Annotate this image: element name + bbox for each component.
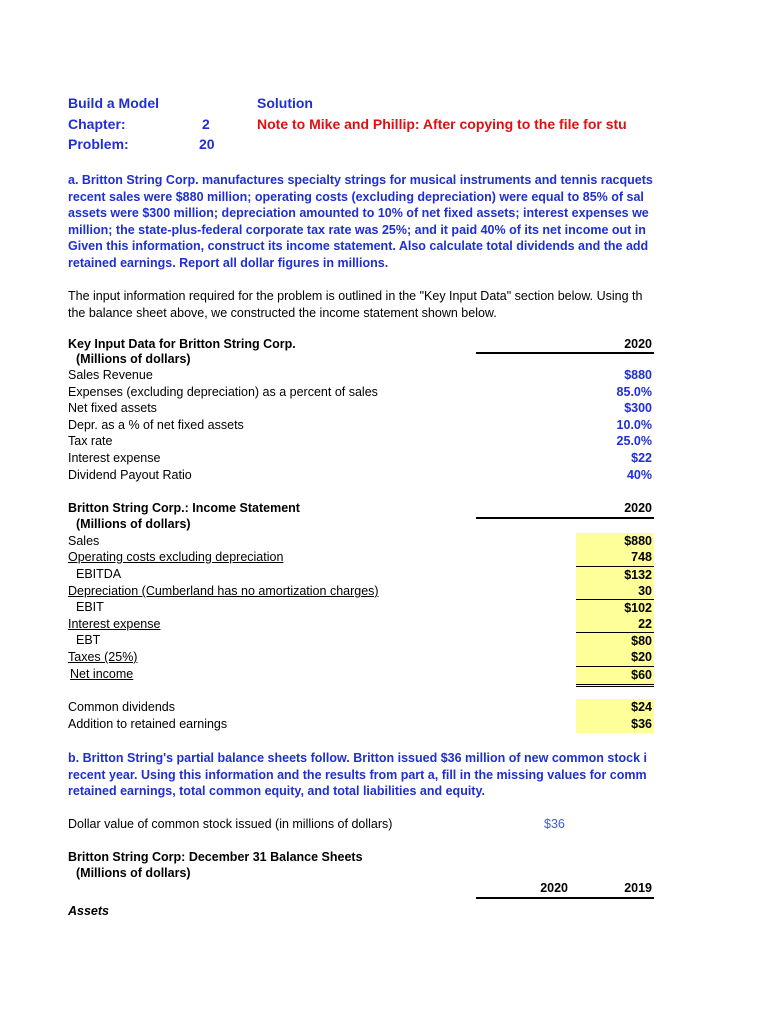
income-label: Taxes (25%) bbox=[68, 650, 138, 664]
build-a-model-label: Build a Model bbox=[68, 95, 159, 111]
key-input-title: Key Input Data for Britton String Corp. bbox=[68, 337, 296, 351]
income-row-ebit bbox=[68, 599, 654, 616]
intro-paragraph bbox=[68, 288, 658, 321]
income-row-ebitda bbox=[68, 566, 654, 583]
stock-issued-label: Dollar value of common stock issued (in millions of dollars) bbox=[68, 817, 393, 831]
key-input-row bbox=[68, 400, 654, 417]
part-b-line: b. Britton String's partial balance sheets follow. Britton issued $36 million of new common stock i bbox=[68, 751, 647, 765]
intro-line: The input information required for the problem is outlined in the "Key Input Data" section below. Using th bbox=[68, 289, 643, 303]
income-label: Interest expense bbox=[68, 617, 161, 631]
income-row-depreciation bbox=[68, 583, 654, 600]
key-input-label: Depr. as a % of net fixed assets bbox=[68, 418, 244, 432]
income-title-row bbox=[68, 500, 654, 517]
assets-row bbox=[68, 903, 654, 920]
income-value[interactable]: 748 bbox=[576, 549, 654, 566]
key-input-value[interactable]: 10.0% bbox=[616, 418, 652, 432]
retained-row bbox=[68, 716, 654, 733]
stock-issued-value[interactable]: $36 bbox=[544, 817, 565, 831]
income-subtitle: (Millions of dollars) bbox=[76, 517, 191, 531]
balance-year-current: 2020 bbox=[540, 881, 568, 895]
solution-label: Solution bbox=[257, 95, 313, 111]
key-input-label: Net fixed assets bbox=[68, 401, 157, 415]
retained-label: Addition to retained earnings bbox=[68, 717, 228, 731]
part-a-line: Given this information, construct its income statement. Also calculate total dividends and the add bbox=[68, 239, 649, 253]
key-input-value[interactable]: 40% bbox=[626, 468, 652, 482]
intro-line: the balance sheet above, we constructed the income statement shown below. bbox=[68, 305, 497, 320]
balance-title: Britton String Corp: December 31 Balance Sheets bbox=[68, 850, 363, 864]
key-input-row bbox=[68, 384, 654, 401]
key-input-value[interactable]: $880 bbox=[624, 368, 652, 382]
key-input-row bbox=[68, 367, 654, 384]
dividends-row bbox=[68, 699, 654, 716]
income-label: EBT bbox=[76, 633, 101, 647]
part-a-line: a. Britton String Corp. manufactures specialty strings for musical instruments and tennis racquets bbox=[68, 173, 653, 187]
part-a-paragraph bbox=[68, 172, 658, 271]
problem-label: Problem: bbox=[68, 136, 129, 152]
income-value[interactable]: $80 bbox=[576, 632, 654, 650]
income-value[interactable]: $60 bbox=[576, 666, 654, 687]
income-row-taxes bbox=[68, 649, 654, 666]
key-input-row bbox=[68, 467, 654, 484]
dividends-value[interactable]: $24 bbox=[576, 699, 654, 716]
income-row-sales bbox=[68, 533, 654, 550]
key-input-row bbox=[68, 450, 654, 467]
income-label: Sales bbox=[68, 534, 100, 548]
chapter-value: 2 bbox=[202, 116, 210, 132]
income-value[interactable]: $880 bbox=[576, 533, 654, 550]
balance-title-row bbox=[68, 849, 654, 866]
income-row-ebt bbox=[68, 632, 654, 649]
key-input-value[interactable]: $300 bbox=[624, 401, 652, 415]
problem-value: 20 bbox=[199, 136, 215, 152]
key-input-label: Interest expense bbox=[68, 451, 161, 465]
key-input-label: Tax rate bbox=[68, 434, 113, 448]
key-input-value[interactable]: 85.0% bbox=[616, 385, 652, 399]
income-label: Depreciation (Cumberland has no amortization charges) bbox=[68, 584, 379, 598]
income-value[interactable]: 22 bbox=[576, 616, 654, 633]
key-input-subtitle: (Millions of dollars) bbox=[76, 352, 191, 366]
income-label: EBITDA bbox=[76, 567, 122, 581]
income-row-opcosts bbox=[68, 549, 654, 566]
income-label: Operating costs excluding depreciation bbox=[68, 550, 284, 564]
income-row-net-income bbox=[68, 666, 654, 683]
income-year: 2020 bbox=[624, 501, 652, 515]
income-subtitle-row bbox=[68, 516, 654, 533]
part-a-line: assets were $300 million; depreciation amounted to 10% of net fixed assets; interest expenses we bbox=[68, 206, 649, 220]
key-input-year: 2020 bbox=[624, 337, 652, 351]
key-input-value[interactable]: $22 bbox=[631, 451, 652, 465]
part-a-line: retained earnings. Report all dollar figures in millions. bbox=[68, 255, 389, 270]
note-to-authors: Note to Mike and Phillip: After copying to the file for stu bbox=[257, 116, 627, 132]
income-value[interactable]: $20 bbox=[576, 649, 654, 666]
key-input-value[interactable]: 25.0% bbox=[616, 434, 652, 448]
retained-value[interactable]: $36 bbox=[576, 716, 654, 733]
part-b-line: retained earnings, total common equity, and total liabilities and equity. bbox=[68, 784, 485, 798]
key-input-row bbox=[68, 417, 654, 434]
key-input-label: Sales Revenue bbox=[68, 368, 153, 382]
income-value[interactable]: $132 bbox=[576, 566, 654, 584]
balance-year-prior: 2019 bbox=[624, 881, 652, 895]
part-b-line: recent year. Using this information and the results from part a, fill in the missing values for comm bbox=[68, 767, 647, 782]
key-input-label: Expenses (excluding depreciation) as a percent of sales bbox=[68, 385, 378, 399]
income-title: Britton String Corp.: Income Statement bbox=[68, 501, 300, 515]
income-label: EBIT bbox=[76, 600, 104, 614]
balance-header-rule bbox=[476, 897, 654, 899]
stock-issued-row bbox=[68, 816, 654, 833]
income-value[interactable]: 30 bbox=[576, 583, 654, 600]
chapter-label: Chapter: bbox=[68, 116, 126, 132]
key-input-label: Dividend Payout Ratio bbox=[68, 468, 192, 482]
balance-subtitle: (Millions of dollars) bbox=[76, 866, 191, 880]
part-a-line: million; the state-plus-federal corporate tax rate was 25%; and it paid 40% of its net income out in bbox=[68, 222, 646, 237]
key-input-subtitle-row bbox=[68, 351, 654, 368]
dividends-label: Common dividends bbox=[68, 700, 175, 714]
income-value[interactable]: $102 bbox=[576, 599, 654, 617]
part-b-paragraph bbox=[68, 750, 658, 800]
assets-label: Assets bbox=[68, 904, 109, 918]
balance-years-row bbox=[68, 880, 654, 897]
part-a-line: recent sales were $880 million; operating costs (excluding depreciation) were equal to 85% of sal bbox=[68, 189, 644, 204]
income-label: Net income bbox=[70, 667, 134, 681]
income-row-interest bbox=[68, 616, 654, 633]
key-input-row bbox=[68, 433, 654, 450]
